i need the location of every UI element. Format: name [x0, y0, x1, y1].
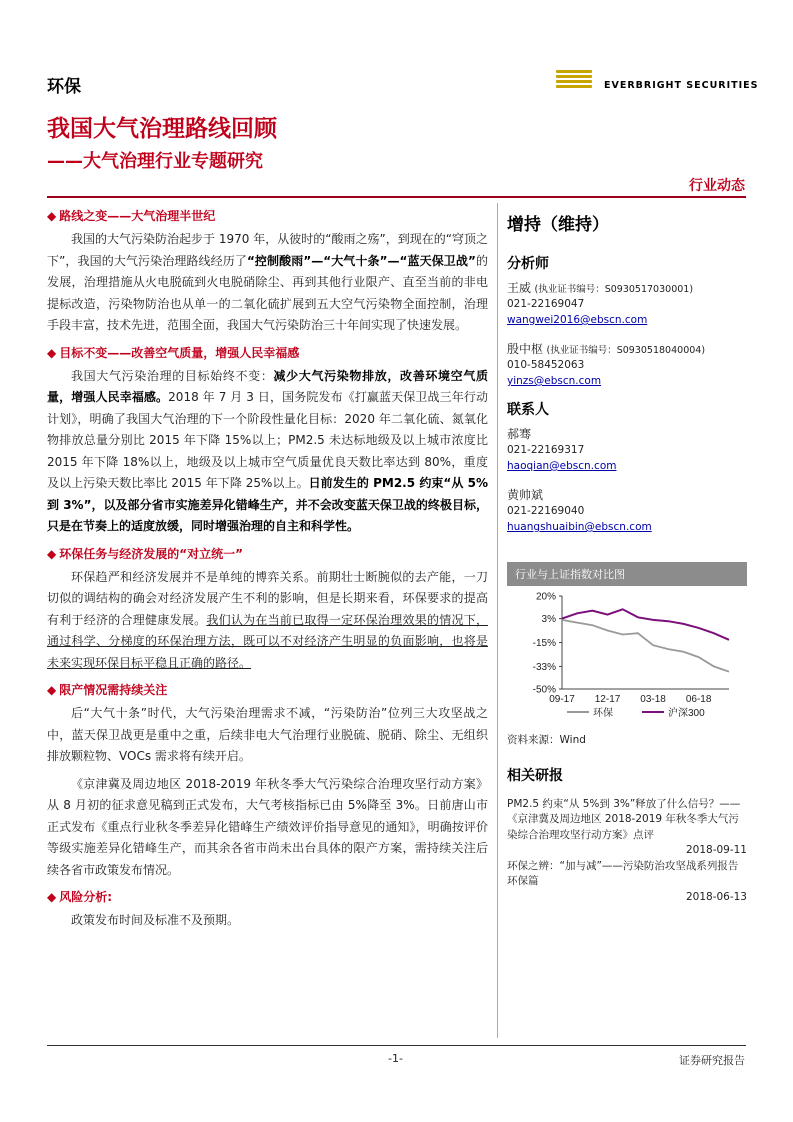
email-link[interactable]: wangwei2016@ebscn.com	[507, 314, 648, 326]
y-tick-label: 20%	[535, 591, 556, 603]
paragraph: 《京津冀及周边地区 2018-2019 年秋冬季大气污染综合治理攻坚行动方案》从 8 月初的征求意见稿到正式发布，大气考核指标已由 5%降至 3%。日前唐山市正式发布《重点行业秋冬季差异化错峰生产绩效评价指导意见的通知》，明确按评价等级实施差异化错峰生产，而其余各省市尚未出台具体的限产方案，需持续关注后续各省市政策发布情况。	[47, 776, 488, 877]
report-type: 行业动态	[689, 178, 745, 194]
section-heading-economy: ◆ 环保任务与经济发展的“对立统一”	[47, 544, 488, 564]
email-link[interactable]: huangshuaibin@ebscn.com	[507, 521, 652, 533]
footer-divider	[47, 1045, 746, 1046]
legend-label: 环保	[593, 708, 613, 719]
comparison-chart	[507, 562, 747, 747]
section-heading-route: ◆ 路线之变——大气治理半世纪	[47, 206, 488, 226]
y-tick-label: 3%	[541, 614, 556, 626]
diamond-icon: ◆	[47, 209, 57, 223]
diamond-icon: ◆	[47, 890, 57, 904]
page-subtitle: ——大气治理行业专题研究	[47, 151, 263, 172]
paragraph: 后“大气十条”时代，大气污染治理需求不减，“污染防治”位列三大攻坚战之中，蓝天保卫战更是重中之重，后续非电大气治理行业脱硫、脱硝、除尘、无组织排放颗粒物、VOCs 需求将有续开启。	[47, 706, 488, 763]
diamond-icon: ◆	[47, 546, 57, 561]
email-link[interactable]: yinzs@ebscn.com	[507, 375, 602, 387]
brand-name: EVERBRIGHT SECURITIES	[604, 80, 759, 91]
brand-logo-icon	[556, 70, 592, 92]
y-tick-label: -50%	[532, 684, 556, 696]
page-title: 我国大气治理路线回顾	[47, 116, 277, 142]
paragraph: 政策发布时间及标准不及预期。	[71, 913, 240, 927]
related-heading: 相关研报	[507, 768, 563, 784]
section-heading-risk: ◆ 风险分析:	[47, 887, 488, 907]
sidebar	[507, 210, 747, 535]
diamond-icon: ◆	[47, 683, 57, 697]
email-link[interactable]: haoqian@ebscn.com	[507, 460, 617, 472]
section-heading-restriction: ◆ 限产情况需持续关注	[47, 680, 488, 700]
y-tick-label: -15%	[532, 638, 556, 649]
related-item[interactable]: 环保之辨：“加与减”——污染防治攻坚战系列报告环保篇 2018-06-13	[507, 859, 747, 903]
series-line-0	[562, 620, 729, 672]
rating: 增持（维持）	[507, 215, 609, 235]
paragraph: 我国大气污染治理的目标始终不变：减少大气污染物排放，改善环境空气质量，增强人民幸福感。2018 年 7 月 3 日，国务院发布《打赢蓝天保卫战三年行动计划》，明确了我国大气治理的下一个阶段性量化目标：2020 年二氧化硫、氮氧化物排放总量分别比 2015 年下降 15%以上；PM2.5 未达标地级及以上城市浓度比 2015 年下降 18%以上，地级及以上城市空气质量优良天数比率达到 80%，重度及以上污染天数比率比 2015 年下降 25%以上。日前发生的 PM2.5 约束“从 5%到 3%”，以及部分省市实施差异化错峰生产，并不会改变蓝天保卫战的终极目标，只是在节奏上的适度放缓，同时增强治理的自主和科学性。	[47, 368, 488, 533]
paragraph: 我国的大气污染防治起步于 1970 年，从彼时的“酸雨之殇”，到现在的“穹顶之下”，我国的大气污染治理路线经历了“控制酸雨”—“大气十条”—“蓝天保卫战”的发展，治理措施从火电脱硫到火电脱硝除尘、再到其他行业限产、直至当前的非电提标改造，污染物防治也从单一的二氧化硫扩展到五大空气污染物全面控制，治理手段丰富，技术先进，范围全面，我国大气污染防治三十年间实现了快速发展。	[47, 232, 488, 332]
column-divider	[497, 203, 498, 1038]
main-content	[47, 203, 488, 938]
chart-title: 行业与上证指数对比图	[507, 562, 747, 586]
x-tick-label: 12-17	[594, 694, 621, 705]
contact-heading: 联系人	[507, 402, 549, 418]
contact-entry: 黄帅斌 021-22169040 huangshuaibin@ebscn.com	[507, 486, 747, 535]
analyst-entry: 殷中枢 (执业证书编号：S0930518040004) 010-58452063 yinzs@ebscn.com	[507, 340, 747, 389]
diamond-icon: ◆	[47, 345, 57, 360]
chart-svg	[507, 586, 747, 726]
analyst-heading: 分析师	[507, 256, 549, 272]
analyst-entry: 王威 (执业证书编号：S0930517030001) 021-22169047 wangwei2016@ebscn.com	[507, 279, 747, 328]
related-reports	[507, 763, 747, 905]
sector-label: 环保	[47, 77, 81, 97]
page-number: -1-	[388, 1052, 403, 1065]
x-tick-label: 03-18	[640, 694, 666, 705]
x-tick-label: 09-17	[549, 694, 575, 705]
footer-label: 证券研究报告	[679, 1054, 745, 1067]
section-heading-goal: ◆ 目标不变——改善空气质量，增强人民幸福感	[47, 343, 488, 363]
legend-label: 沪深300	[668, 708, 705, 719]
chart-source: 资料来源：Wind	[507, 734, 586, 746]
x-tick-label: 06-18	[685, 694, 712, 705]
y-tick-label: -33%	[532, 661, 556, 673]
header-divider	[47, 196, 746, 198]
related-item[interactable]: PM2.5 约束“从 5%到 3%”释放了什么信号？——《京津冀及周边地区 2018-2019 年秋冬季大气污染综合治理攻坚行动方案》点评 2018-09-11	[507, 797, 747, 856]
contact-entry: 郝骞 021-22169317 haoqian@ebscn.com	[507, 425, 747, 474]
paragraph: 环保趋严和经济发展并不是单纯的博弈关系。前期壮士断腕似的去产能，一刀切似的调结构的确会对经济发展产生不利的影响，但是长期来看，环保要求的提高有利于经济的合理健康发展。我们认为在当前已取得一定环保治理效果的情况下，通过科学、分梯度的环保治理方法，既可以不对经济产生明显的负面影响，也将是未来实现环保目标平稳且正确的路径。	[47, 569, 488, 670]
